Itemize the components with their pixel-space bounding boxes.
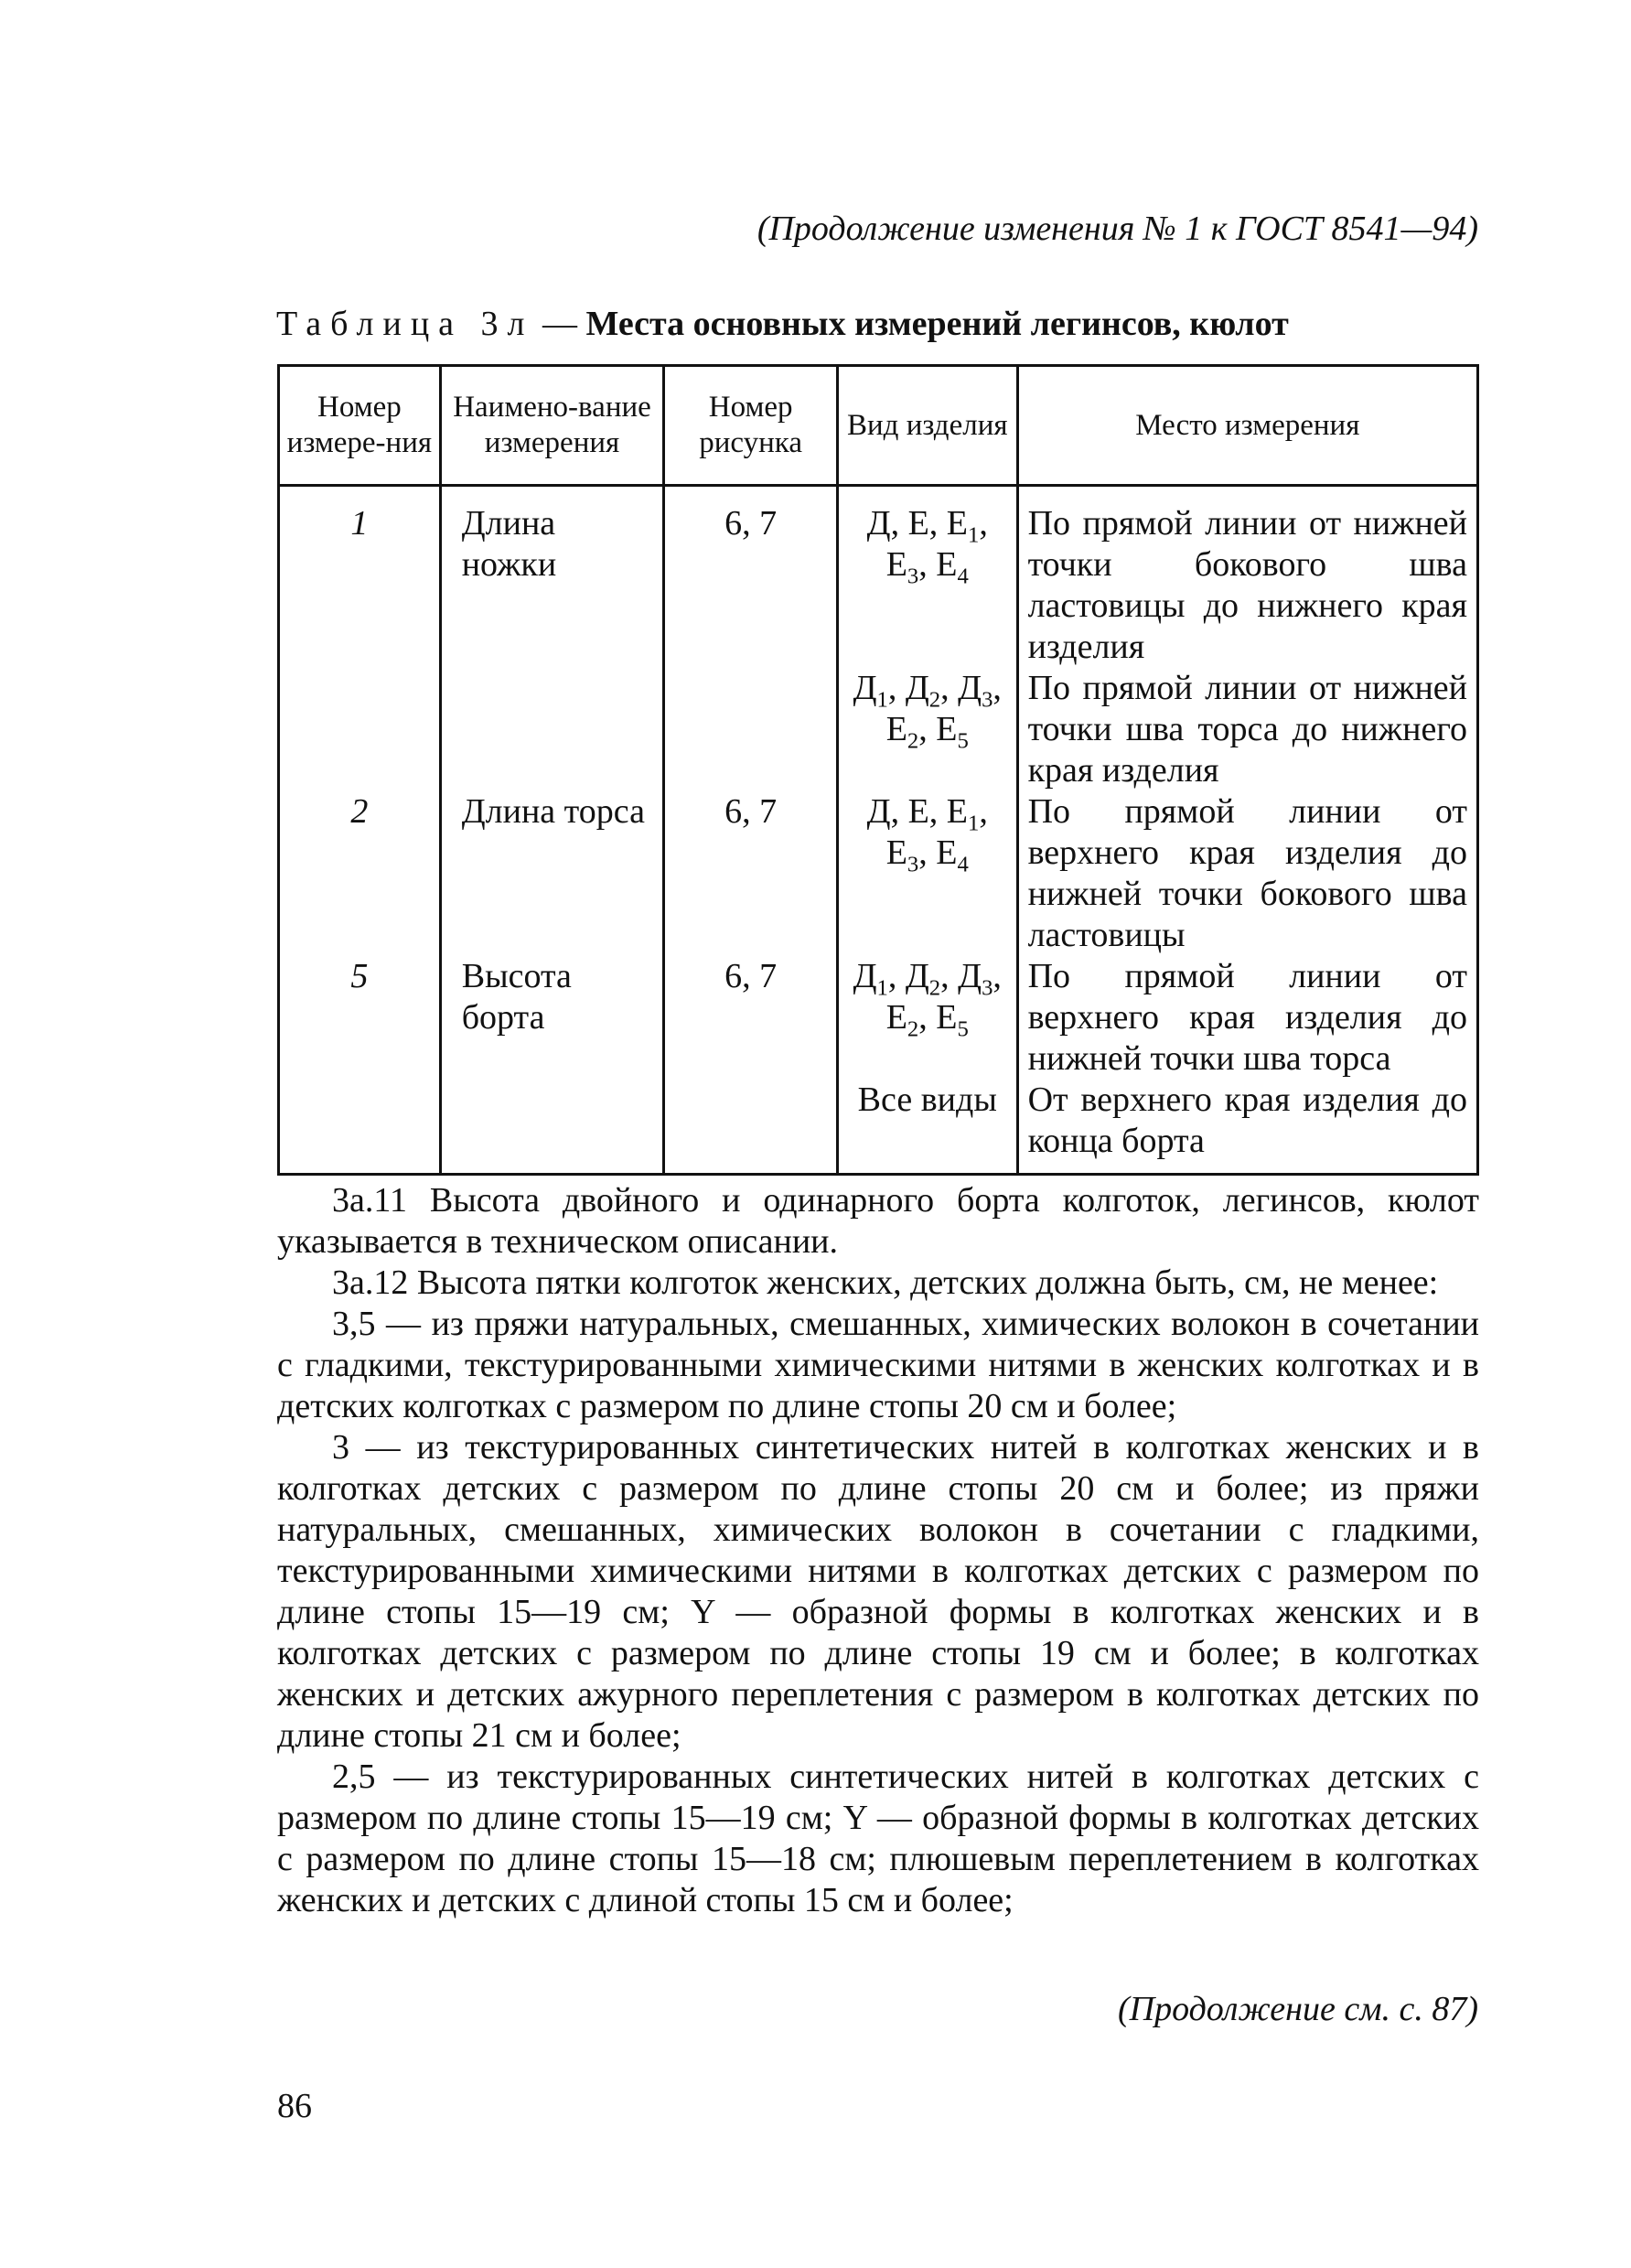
running-head: (Продолжение изменения № 1 к ГОСТ 8541—94) (756, 210, 1478, 248)
row-name: Длина ножки (440, 486, 664, 669)
header-measurement-number: Номер измере-ния (279, 366, 441, 486)
row-name: Длина торса (440, 791, 664, 956)
header-figure-number: Номер рисунка (664, 366, 838, 486)
table-row (279, 486, 1478, 669)
row-kind: Все виды (837, 1080, 1017, 1175)
paragraph: 3а.12 Высота пятки колготок женских, детских должна быть, см, не менее: (332, 1263, 1439, 1302)
row-number: 2 (279, 791, 441, 956)
table-row (279, 956, 1478, 1080)
row-number: 5 (279, 956, 441, 1080)
header-measurement-name: Наимено-вание измерения (440, 366, 664, 486)
paragraph: 2,5 — из текстурированных синтетических нитей в колготках детских с размером по длине стопы 15—19 см; Y — образной формы в колготках детских с размером по длине стопы 15—18 см; плюшевым переплетением в колготках женских и детских с длиной стопы 15 см и более; (277, 1757, 1479, 1919)
row-kind: $Д_1$, $Д_2$, $Д_3$, $Е_2$, $Е_5$ (837, 668, 1017, 791)
table-title: Места основных измерений легинсов, кюлот (585, 305, 1289, 343)
paragraph: 3,5 — из пряжи натуральных, смешанных, химических волокон в сочетании с гладкими, текстурированными химическими нитями в женских колготках и в детских колготках с размером по длине стопы 20 см и более; (277, 1305, 1479, 1425)
table-caption (276, 304, 1289, 344)
header-measurement-place: Место измерения (1017, 366, 1477, 486)
continuation-note: (Продолжение см. с. 87) (1117, 1990, 1478, 2028)
paragraph: 3 — из текстурированных синтетических нитей в колготках женских и в колготках детских с размером по длине стопы 20 см и более; из пряжи натуральных, смешанных, химических волокон в сочетании с гладкими, текстурированными химическими нитями в колготках детских с размером по длине стопы 15—19 см; Y — образной формы в колготках женских и в колготках детских с размером по длине стопы 19 см и более; в колготках женских и детских ажурного переплетения с размером в колготках детских по длине стопы 21 см и более; (277, 1428, 1479, 1755)
table-caption-dash: — (533, 305, 586, 343)
row-figure: 6, 7 (664, 956, 838, 1080)
row-figure: 6, 7 (664, 791, 838, 956)
row-figure: 6, 7 (664, 486, 838, 669)
row-place: По прямой линии от верхнего края изделия до нижней точки бокового шва ластовицы (1017, 791, 1477, 956)
row-name: Высота борта (440, 956, 664, 1080)
table-row (279, 791, 1478, 956)
row-kind: Д, Е, $Е_1$, $Е_3$, $Е_4$ (837, 486, 1017, 669)
table-header-row (279, 366, 1478, 486)
page-number: 86 (277, 2087, 312, 2125)
row-place: По прямой линии от нижней точки бокового шва ластовицы до нижнего края изделия (1017, 486, 1477, 669)
row-number: 1 (279, 486, 441, 669)
body-text (277, 1180, 1479, 1921)
row-place: От верхнего края изделия до конца борта (1017, 1080, 1477, 1175)
row-kind: Д, Е, $Е_1$, $Е_3$, $Е_4$ (837, 791, 1017, 956)
row-place: По прямой линии от нижней точки шва торса до нижнего края изделия (1017, 668, 1477, 791)
table-label: Таблица 3л (276, 305, 534, 343)
row-kind: $Д_1$, $Д_2$, $Д_3$, $Е_2$, $Е_5$ (837, 956, 1017, 1080)
measurements-table (277, 364, 1479, 1176)
header-product-kind: Вид изделия (837, 366, 1017, 486)
table-row (279, 1080, 1478, 1175)
table-row (279, 668, 1478, 791)
row-place: По прямой линии от верхнего края изделия до нижней точки шва торса (1017, 956, 1477, 1080)
paragraph: 3а.11 Высота двойного и одинарного борта колготок, легинсов, кюлот указывается в техническом описании. (277, 1181, 1479, 1261)
